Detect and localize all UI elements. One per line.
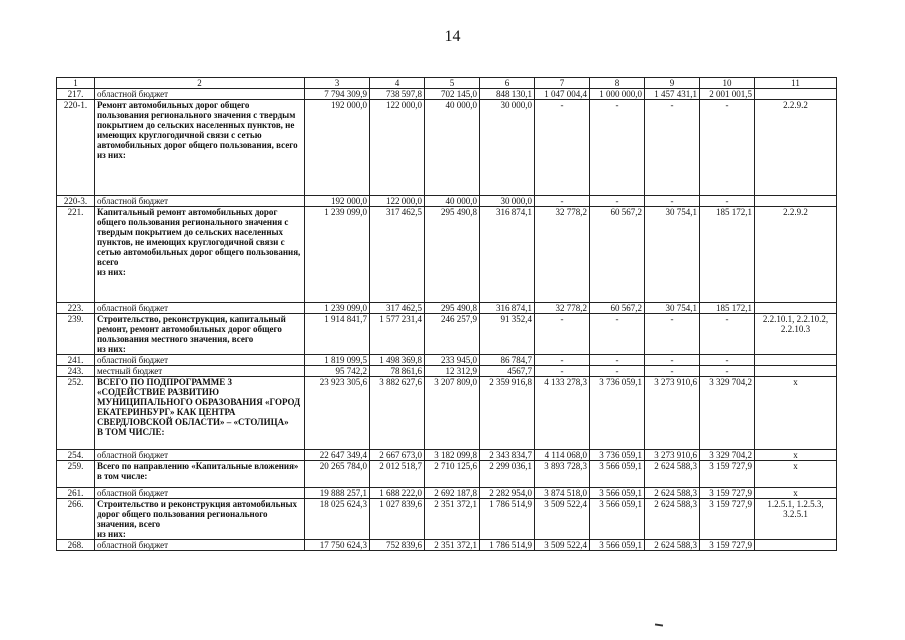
value-cell: 18 025 624,3 bbox=[305, 499, 370, 540]
value-cell: - bbox=[590, 355, 645, 366]
reference-cell: 2.2.9.2 bbox=[755, 207, 837, 303]
value-cell: 3 182 099,8 bbox=[425, 450, 480, 461]
value-cell: - bbox=[700, 355, 755, 366]
row-number: 239. bbox=[57, 314, 95, 355]
value-cell: - bbox=[645, 196, 700, 207]
page-number: 14 bbox=[444, 28, 461, 45]
value-cell: 1 027 839,6 bbox=[370, 499, 425, 540]
description-text: областной бюджет bbox=[97, 196, 169, 206]
value-cell: 2 299 036,1 bbox=[480, 461, 535, 488]
row-description bbox=[95, 488, 305, 499]
value-cell: 317 462,5 bbox=[370, 303, 425, 314]
value-cell: 12 312,9 bbox=[425, 366, 480, 377]
value-cell: 848 130,1 bbox=[480, 89, 535, 100]
row-number: 241. bbox=[57, 355, 95, 366]
value-cell: 738 597,8 bbox=[370, 89, 425, 100]
value-cell: 32 778,2 bbox=[535, 303, 590, 314]
reference-cell: x bbox=[755, 488, 837, 499]
row-description bbox=[95, 366, 305, 377]
reference-cell: x bbox=[755, 377, 837, 450]
description-text: Ремонт автомобильных дорог общего пользования регионального значения с твердым покрытием до сельских населенных пунктов, не имеющих круглогодичной связи с сетью автомобильных дорог общего пользования, всего bbox=[97, 100, 298, 150]
value-cell: 91 352,4 bbox=[480, 314, 535, 355]
value-cell: 3 566 059,1 bbox=[590, 488, 645, 499]
value-cell: 3 893 728,3 bbox=[535, 461, 590, 488]
value-cell: 2 012 518,7 bbox=[370, 461, 425, 488]
row-number: 221. bbox=[57, 207, 95, 303]
value-cell: - bbox=[590, 100, 645, 196]
row-description bbox=[95, 377, 305, 450]
description-text: Строительство, реконструкция, капитальный ремонт, ремонт автомобильных дорог общего пользования местного значения, всего bbox=[97, 314, 286, 344]
header-cell: 4 bbox=[370, 78, 425, 89]
value-cell: 1 577 231,4 bbox=[370, 314, 425, 355]
reference-cell bbox=[755, 196, 837, 207]
table-body bbox=[57, 78, 837, 551]
row-number: 220-3. bbox=[57, 196, 95, 207]
row-description bbox=[95, 499, 305, 540]
description-text: областной бюджет bbox=[97, 488, 169, 498]
value-cell: 2 624 588,3 bbox=[645, 461, 700, 488]
row-description bbox=[95, 355, 305, 366]
table-row bbox=[57, 461, 837, 488]
reference-cell bbox=[755, 89, 837, 100]
value-cell: - bbox=[590, 196, 645, 207]
row-number: 266. bbox=[57, 499, 95, 540]
value-cell: - bbox=[645, 314, 700, 355]
value-cell: 3 273 910,6 bbox=[645, 450, 700, 461]
reference-cell: 2.2.10.1, 2.2.10.2, 2.2.10.3 bbox=[755, 314, 837, 355]
value-cell: 316 874,1 bbox=[480, 303, 535, 314]
value-cell: 3 509 522,4 bbox=[535, 499, 590, 540]
row-description bbox=[95, 207, 305, 303]
value-cell: - bbox=[700, 314, 755, 355]
header-cell: 9 bbox=[645, 78, 700, 89]
reference-cell: x bbox=[755, 461, 837, 488]
value-cell: 185 172,1 bbox=[700, 207, 755, 303]
value-cell: 1 457 431,1 bbox=[645, 89, 700, 100]
value-cell: 1 047 004,4 bbox=[535, 89, 590, 100]
row-number: 252. bbox=[57, 377, 95, 450]
value-cell: 295 490,8 bbox=[425, 207, 480, 303]
value-cell: 3 329 704,2 bbox=[700, 377, 755, 450]
value-cell: 317 462,5 bbox=[370, 207, 425, 303]
value-cell: 22 647 349,4 bbox=[305, 450, 370, 461]
value-cell: 122 000,0 bbox=[370, 196, 425, 207]
row-number: 220-1. bbox=[57, 100, 95, 196]
reference-cell: x bbox=[755, 450, 837, 461]
value-cell: 40 000,0 bbox=[425, 100, 480, 196]
table-row bbox=[57, 314, 837, 355]
row-number: 243. bbox=[57, 366, 95, 377]
value-cell: 4 133 278,3 bbox=[535, 377, 590, 450]
value-cell: 295 490,8 bbox=[425, 303, 480, 314]
description-text: областной бюджет bbox=[97, 355, 169, 365]
header-cell: 8 bbox=[590, 78, 645, 89]
table-row bbox=[57, 100, 837, 196]
reference-cell: 2.2.9.2 bbox=[755, 100, 837, 196]
table-row bbox=[57, 488, 837, 499]
table-row bbox=[57, 207, 837, 303]
value-cell: 30 000,0 bbox=[480, 196, 535, 207]
value-cell: 3 566 059,1 bbox=[590, 461, 645, 488]
description-subtext: из них: bbox=[97, 150, 126, 160]
row-description bbox=[95, 100, 305, 196]
description-text: областной бюджет bbox=[97, 450, 169, 460]
header-row bbox=[57, 78, 837, 89]
value-cell: 32 778,2 bbox=[535, 207, 590, 303]
row-description bbox=[95, 303, 305, 314]
value-cell: 30 000,0 bbox=[480, 100, 535, 196]
reference-cell bbox=[755, 303, 837, 314]
table-row bbox=[57, 499, 837, 540]
value-cell: 1 239 099,0 bbox=[305, 207, 370, 303]
header-cell: 1 bbox=[57, 78, 95, 89]
row-number: 259. bbox=[57, 461, 95, 488]
reference-cell bbox=[755, 355, 837, 366]
description-subtext: В ТОМ ЧИСЛЕ: bbox=[97, 427, 165, 437]
value-cell: 60 567,2 bbox=[590, 207, 645, 303]
value-cell: 2 351 372,1 bbox=[425, 540, 480, 551]
header-cell: 5 bbox=[425, 78, 480, 89]
value-cell: 3 736 059,1 bbox=[590, 377, 645, 450]
description-text: областной бюджет bbox=[97, 540, 169, 550]
value-cell: 752 839,6 bbox=[370, 540, 425, 551]
value-cell: 192 000,0 bbox=[305, 196, 370, 207]
reference-cell bbox=[755, 540, 837, 551]
value-cell: 2 692 187,8 bbox=[425, 488, 480, 499]
row-number: 261. bbox=[57, 488, 95, 499]
value-cell: - bbox=[535, 196, 590, 207]
value-cell: 2 359 916,8 bbox=[480, 377, 535, 450]
value-cell: - bbox=[700, 100, 755, 196]
row-description bbox=[95, 540, 305, 551]
reference-cell bbox=[755, 366, 837, 377]
reference-cell: 1.2.5.1, 1.2.5.3, 3.2.5.1 bbox=[755, 499, 837, 540]
description-subtext: в том числе: bbox=[97, 471, 148, 481]
value-cell: 1 000 000,0 bbox=[590, 89, 645, 100]
description-subtext: из них: bbox=[97, 267, 126, 277]
value-cell: 316 874,1 bbox=[480, 207, 535, 303]
row-number: 268. bbox=[57, 540, 95, 551]
table-row bbox=[57, 377, 837, 450]
value-cell: 246 257,9 bbox=[425, 314, 480, 355]
value-cell: 78 861,6 bbox=[370, 366, 425, 377]
value-cell: 3 159 727,9 bbox=[700, 488, 755, 499]
value-cell: 3 736 059,1 bbox=[590, 450, 645, 461]
value-cell: 3 874 518,0 bbox=[535, 488, 590, 499]
table-row bbox=[57, 89, 837, 100]
value-cell: - bbox=[590, 366, 645, 377]
value-cell: 3 566 059,1 bbox=[590, 499, 645, 540]
value-cell: 1 688 222,0 bbox=[370, 488, 425, 499]
value-cell: - bbox=[700, 366, 755, 377]
table-row bbox=[57, 366, 837, 377]
value-cell: 3 273 910,6 bbox=[645, 377, 700, 450]
value-cell: 1 786 514,9 bbox=[480, 540, 535, 551]
row-number: 223. bbox=[57, 303, 95, 314]
value-cell: 30 754,1 bbox=[645, 207, 700, 303]
value-cell: 2 282 954,0 bbox=[480, 488, 535, 499]
value-cell: 2 624 588,3 bbox=[645, 488, 700, 499]
description-text: Всего по направлению «Капитальные вложения» bbox=[97, 461, 299, 471]
value-cell: 40 000,0 bbox=[425, 196, 480, 207]
scan-mark bbox=[655, 623, 663, 626]
description-text: областной бюджет bbox=[97, 303, 169, 313]
value-cell: 17 750 624,3 bbox=[305, 540, 370, 551]
header-cell: 3 bbox=[305, 78, 370, 89]
value-cell: 3 159 727,9 bbox=[700, 540, 755, 551]
row-description bbox=[95, 461, 305, 488]
description-text: местный бюджет bbox=[97, 366, 163, 376]
header-cell: 2 bbox=[95, 78, 305, 89]
value-cell: - bbox=[535, 100, 590, 196]
value-cell: - bbox=[645, 100, 700, 196]
value-cell: 1 786 514,9 bbox=[480, 499, 535, 540]
value-cell: - bbox=[535, 355, 590, 366]
description-text: Строительство и реконструкция автомобильных дорог общего пользования регионального значения, всего bbox=[97, 499, 298, 529]
value-cell: 2 710 125,6 bbox=[425, 461, 480, 488]
value-cell: 60 567,2 bbox=[590, 303, 645, 314]
value-cell: - bbox=[535, 314, 590, 355]
value-cell: 2 001 001,5 bbox=[700, 89, 755, 100]
value-cell: 2 624 588,3 bbox=[645, 540, 700, 551]
value-cell: - bbox=[535, 366, 590, 377]
table-row bbox=[57, 355, 837, 366]
value-cell: 3 159 727,9 bbox=[700, 461, 755, 488]
description-subtext: из них: bbox=[97, 529, 126, 539]
description-text: областной бюджет bbox=[97, 89, 169, 99]
table-row bbox=[57, 540, 837, 551]
row-number: 254. bbox=[57, 450, 95, 461]
value-cell: 23 923 305,6 bbox=[305, 377, 370, 450]
header-cell: 10 bbox=[700, 78, 755, 89]
value-cell: 2 624 588,3 bbox=[645, 499, 700, 540]
table-row bbox=[57, 196, 837, 207]
value-cell: 702 145,0 bbox=[425, 89, 480, 100]
description-text: ВСЕГО ПО ПОДПРОГРАММЕ 3 «СОДЕЙСТВИЕ РАЗВИТИЮ МУНИЦИПАЛЬНОГО ОБРАЗОВАНИЯ «ГОРОД ЕКАТЕРИНБУРГ» КАК ЦЕНТРА СВЕРДЛОВСКОЙ ОБЛАСТИ» – «СТОЛИЦА» bbox=[97, 377, 301, 427]
value-cell: - bbox=[645, 355, 700, 366]
value-cell: 192 000,0 bbox=[305, 100, 370, 196]
value-cell: 30 754,1 bbox=[645, 303, 700, 314]
row-description bbox=[95, 450, 305, 461]
value-cell: - bbox=[645, 366, 700, 377]
row-number: 217. bbox=[57, 89, 95, 100]
value-cell: 19 888 257,1 bbox=[305, 488, 370, 499]
value-cell: 1 239 099,0 bbox=[305, 303, 370, 314]
row-description bbox=[95, 89, 305, 100]
value-cell: - bbox=[590, 314, 645, 355]
value-cell: 3 566 059,1 bbox=[590, 540, 645, 551]
table-row bbox=[57, 303, 837, 314]
value-cell: 1 819 099,5 bbox=[305, 355, 370, 366]
row-description bbox=[95, 196, 305, 207]
value-cell: 95 742,2 bbox=[305, 366, 370, 377]
value-cell: 3 329 704,2 bbox=[700, 450, 755, 461]
description-subtext: из них: bbox=[97, 344, 126, 354]
value-cell: 3 207 809,0 bbox=[425, 377, 480, 450]
value-cell: 233 945,0 bbox=[425, 355, 480, 366]
value-cell: 185 172,1 bbox=[700, 303, 755, 314]
header-cell: 11 bbox=[755, 78, 837, 89]
header-cell: 6 bbox=[480, 78, 535, 89]
value-cell: 86 784,7 bbox=[480, 355, 535, 366]
value-cell: 2 667 673,0 bbox=[370, 450, 425, 461]
value-cell: 7 794 309,9 bbox=[305, 89, 370, 100]
value-cell: 3 159 727,9 bbox=[700, 499, 755, 540]
value-cell: 3 509 522,4 bbox=[535, 540, 590, 551]
value-cell: 2 343 834,7 bbox=[480, 450, 535, 461]
description-text: Капитальный ремонт автомобильных дорог общего пользования регионального значения с твердым покрытием до сельских населенных пунктов, не имеющих круглогодичной связи с сетью автомобильных дорог общего пользования, всего bbox=[97, 207, 301, 267]
row-description bbox=[95, 314, 305, 355]
table-row bbox=[57, 450, 837, 461]
value-cell: 3 882 627,6 bbox=[370, 377, 425, 450]
value-cell: 1 914 841,7 bbox=[305, 314, 370, 355]
value-cell: 4567,7 bbox=[480, 366, 535, 377]
value-cell: - bbox=[700, 196, 755, 207]
value-cell: 2 351 372,1 bbox=[425, 499, 480, 540]
value-cell: 20 265 784,0 bbox=[305, 461, 370, 488]
header-cell: 7 bbox=[535, 78, 590, 89]
value-cell: 122 000,0 bbox=[370, 100, 425, 196]
value-cell: 1 498 369,8 bbox=[370, 355, 425, 366]
value-cell: 4 114 068,0 bbox=[535, 450, 590, 461]
budget-table bbox=[56, 77, 837, 551]
